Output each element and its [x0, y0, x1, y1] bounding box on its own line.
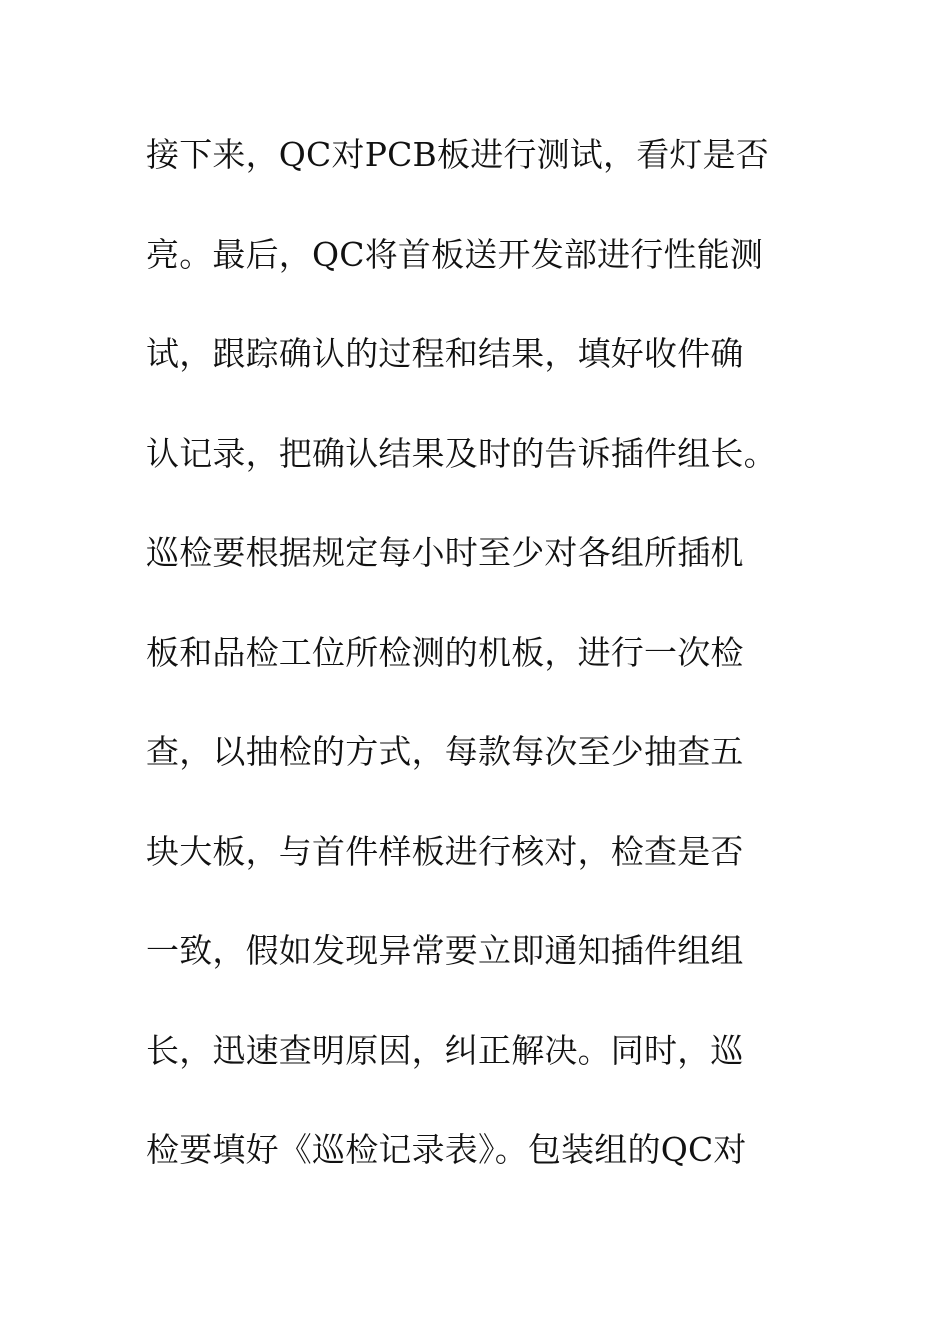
text-line: 试，跟踪确认的过程和结果，填好收件确	[146, 334, 744, 373]
text-line: 巡检要根据规定每小时至少对各组所插机	[146, 533, 744, 572]
text-line: 板和品检工位所检测的机板，进行一次检	[146, 632, 744, 672]
text-line: 一致，假如发现异常要立即通知插件组组	[146, 931, 744, 970]
text-line: 亮。最后，QC将首板送开发部进行性能测	[146, 234, 764, 274]
text-line: 认记录，把确认结果及时的告诉插件组长。	[146, 433, 777, 473]
body-text	[146, 127, 826, 1222]
text-line: 长，迅速查明原因，纠正解决。同时，巡	[146, 1030, 744, 1070]
text-line: 检要填好《巡检记录表》。包装组的QC对	[146, 1130, 747, 1169]
text-line: 块大板，与首件样板进行核对，检查是否	[146, 831, 744, 871]
text-line: 接下来，QC对PCB板进行测试，看灯是否	[146, 135, 770, 174]
text-line: 查，以抽检的方式，每款每次至少抽查五	[146, 732, 744, 771]
